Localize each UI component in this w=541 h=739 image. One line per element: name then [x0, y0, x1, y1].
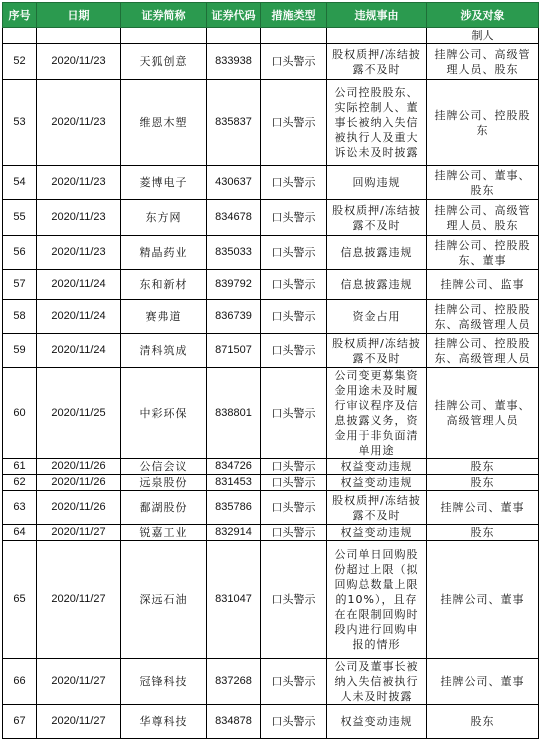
cell-date: 2020/11/23: [37, 200, 121, 236]
cell-target: 挂牌公司、董事: [427, 541, 539, 659]
cell-name: 清科筑成: [121, 334, 207, 368]
cell-reason: 公司单日回购股份超过上限（拟回购总数量上限的10%），且存在在限制回购时段内进行回购申报的情形: [327, 541, 427, 659]
cell-code: 834878: [207, 705, 261, 739]
table-row: [3, 705, 539, 739]
cell-target: 挂牌公司、高级管理人员、股东: [427, 200, 539, 236]
cell-measure: 口头警示: [261, 541, 327, 659]
cell-no: 60: [3, 368, 37, 459]
cell-no: 59: [3, 334, 37, 368]
table-row: [3, 44, 539, 80]
cell-measure: 口头警示: [261, 200, 327, 236]
cell-code: 871507: [207, 334, 261, 368]
cell-no: 56: [3, 236, 37, 270]
cell-date: 2020/11/24: [37, 334, 121, 368]
cell-name: 冠锋科技: [121, 659, 207, 705]
table-row: [3, 334, 539, 368]
cell-date: 2020/11/27: [37, 541, 121, 659]
cell-name: 菱博电子: [121, 166, 207, 200]
cell-target: 挂牌公司、控股股东、高级管理人员: [427, 300, 539, 334]
cell-target: 股东: [427, 459, 539, 475]
cell-measure: 口头警示: [261, 368, 327, 459]
cell-no: 66: [3, 659, 37, 705]
cell-code: 833938: [207, 44, 261, 80]
cell-date: 2020/11/23: [37, 44, 121, 80]
cell-no: 63: [3, 491, 37, 525]
table-row: [3, 475, 539, 491]
cell-date: 2020/11/26: [37, 491, 121, 525]
cell-reason: 信息披露违规: [327, 270, 427, 300]
cell-no: 65: [3, 541, 37, 659]
table-row: [3, 659, 539, 705]
header-code: 证券代码: [207, 3, 261, 28]
cell-reason: 回购违规: [327, 166, 427, 200]
cell-measure: 口头警示: [261, 334, 327, 368]
table-row: [3, 200, 539, 236]
cell-measure: 口头警示: [261, 459, 327, 475]
cell-name: 中彩环保: [121, 368, 207, 459]
cell-target: 股东: [427, 475, 539, 491]
cell-date: 2020/11/27: [37, 525, 121, 541]
cell-reason: 公司变更募集资金用途未及时履行审议程序及信息披露义务，资金用于非负面清单用途: [327, 368, 427, 459]
table-row: [3, 300, 539, 334]
header-name: 证券简称: [121, 3, 207, 28]
cell-measure: 口头警示: [261, 705, 327, 739]
carry-over-text: 制人: [427, 28, 539, 44]
cell-date: 2020/11/26: [37, 459, 121, 475]
cell-date: 2020/11/26: [37, 475, 121, 491]
cell-name: 公信会议: [121, 459, 207, 475]
header-no: 序号: [3, 3, 37, 28]
cell-measure: 口头警示: [261, 236, 327, 270]
cell-name: 远泉股份: [121, 475, 207, 491]
cell-measure: 口头警示: [261, 475, 327, 491]
cell-target: 挂牌公司、董事、高级管理人员: [427, 368, 539, 459]
table-row: [3, 368, 539, 459]
cell-no: 53: [3, 80, 37, 166]
cell-target: 挂牌公司、董事、股东: [427, 166, 539, 200]
violations-table: [2, 2, 539, 739]
cell-code: 837268: [207, 659, 261, 705]
cell-name: 东和新材: [121, 270, 207, 300]
cell-code: 834726: [207, 459, 261, 475]
table-row: [3, 270, 539, 300]
cell-code: 838801: [207, 368, 261, 459]
cell-no: 55: [3, 200, 37, 236]
cell-code: 835786: [207, 491, 261, 525]
table-row: [3, 491, 539, 525]
table-header-row: [3, 3, 539, 28]
cell-name: 精晶药业: [121, 236, 207, 270]
cell-target: 挂牌公司、控股股东: [427, 80, 539, 166]
cell-code: 831453: [207, 475, 261, 491]
cell-measure: 口头警示: [261, 80, 327, 166]
cell-target: 挂牌公司、控股股东、董事: [427, 236, 539, 270]
cell-reason: 公司及董事长被纳入失信被执行人未及时披露: [327, 659, 427, 705]
cell-target: 股东: [427, 705, 539, 739]
cell-no: 64: [3, 525, 37, 541]
cell-reason: 权益变动违规: [327, 705, 427, 739]
cell-date: 2020/11/23: [37, 80, 121, 166]
cell-no: 61: [3, 459, 37, 475]
cell-date: 2020/11/25: [37, 368, 121, 459]
cell-name: 华尊科技: [121, 705, 207, 739]
cell-name: 维恩木塑: [121, 80, 207, 166]
cell-date: 2020/11/24: [37, 300, 121, 334]
cell-measure: 口头警示: [261, 491, 327, 525]
cell-code: 834678: [207, 200, 261, 236]
cell-no: 67: [3, 705, 37, 739]
cell-code: 832914: [207, 525, 261, 541]
cell-reason: 股权质押/冻结披露不及时: [327, 200, 427, 236]
cell-target: 挂牌公司、监事: [427, 270, 539, 300]
cell-measure: 口头警示: [261, 270, 327, 300]
cell-date: 2020/11/27: [37, 705, 121, 739]
table-row: [3, 541, 539, 659]
cell-name: 鄱湖股份: [121, 491, 207, 525]
cell-date: 2020/11/23: [37, 166, 121, 200]
cell-name: 赛弗道: [121, 300, 207, 334]
cell-reason: 权益变动违规: [327, 459, 427, 475]
cell-no: 62: [3, 475, 37, 491]
cell-reason: 股权质押/冻结披露不及时: [327, 491, 427, 525]
cell-measure: 口头警示: [261, 525, 327, 541]
carry-over-row: [3, 28, 539, 44]
header-target: 涉及对象: [427, 3, 539, 28]
cell-name: 深远石油: [121, 541, 207, 659]
cell-measure: 口头警示: [261, 166, 327, 200]
cell-measure: 口头警示: [261, 300, 327, 334]
cell-reason: 信息披露违规: [327, 236, 427, 270]
header-date: 日期: [37, 3, 121, 28]
cell-name: 锐嘉工业: [121, 525, 207, 541]
cell-code: 831047: [207, 541, 261, 659]
cell-reason: 公司控股股东、实际控制人、董事长被纳入失信被执行人及重大诉讼未及时披露: [327, 80, 427, 166]
cell-target: 挂牌公司、董事: [427, 659, 539, 705]
cell-target: 挂牌公司、控股股东、高级管理人员: [427, 334, 539, 368]
cell-target: 挂牌公司、高级管理人员、股东: [427, 44, 539, 80]
cell-name: 天狐创意: [121, 44, 207, 80]
cell-date: 2020/11/27: [37, 659, 121, 705]
cell-date: 2020/11/24: [37, 270, 121, 300]
cell-reason: 资金占用: [327, 300, 427, 334]
cell-code: 430637: [207, 166, 261, 200]
cell-reason: 权益变动违规: [327, 475, 427, 491]
cell-reason: 股权质押/冻结披露不及时: [327, 334, 427, 368]
cell-reason: 股权质押/冻结披露不及时: [327, 44, 427, 80]
cell-measure: 口头警示: [261, 659, 327, 705]
header-measure: 措施类型: [261, 3, 327, 28]
cell-no: 52: [3, 44, 37, 80]
table-row: [3, 459, 539, 475]
cell-code: 839792: [207, 270, 261, 300]
cell-no: 57: [3, 270, 37, 300]
table-row: [3, 236, 539, 270]
cell-measure: 口头警示: [261, 44, 327, 80]
cell-no: 58: [3, 300, 37, 334]
cell-code: 836739: [207, 300, 261, 334]
cell-target: 股东: [427, 525, 539, 541]
cell-no: 54: [3, 166, 37, 200]
table-row: [3, 80, 539, 166]
cell-date: 2020/11/23: [37, 236, 121, 270]
cell-code: 835837: [207, 80, 261, 166]
cell-name: 东方网: [121, 200, 207, 236]
table-row: [3, 166, 539, 200]
cell-target: 挂牌公司、董事: [427, 491, 539, 525]
header-reason: 违规事由: [327, 3, 427, 28]
cell-reason: 权益变动违规: [327, 525, 427, 541]
table-row: [3, 525, 539, 541]
cell-code: 835033: [207, 236, 261, 270]
